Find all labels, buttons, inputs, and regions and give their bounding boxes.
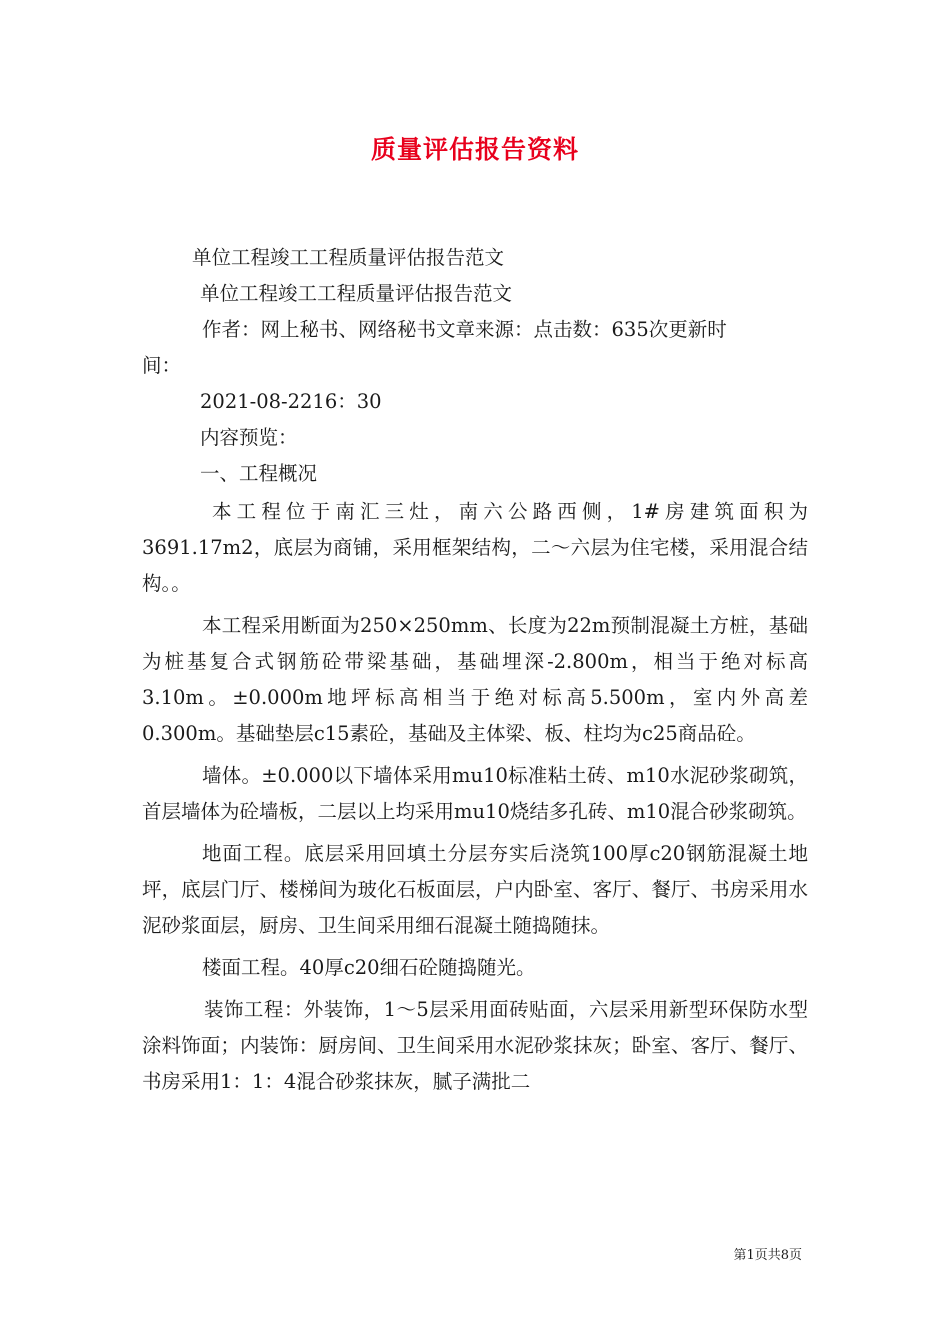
preview-label: 内容预览： <box>200 426 298 449</box>
page-number-footer: 第1页共8页 <box>733 1248 802 1263</box>
paragraph-decoration: 装饰工程：外装饰，1～5层采用面砖贴面，六层采用新型环保防水型涂料饰面；内装饰：厨房间、卫生间采用水泥砂浆抹灰；卧室、客厅、餐厅、书房采用1：1：4混合砂浆抹灰，腻子满批二 <box>142 998 808 1093</box>
paragraph-ground: 地面工程。底层采用回填土分层夯实后浇筑100厚c20钢筋混凝土地坪，底层门厅、楼梯间为玻化石板面层，户内卧室、客厅、餐厅、书房采用水泥砂浆面层，厨房、卫生间采用细石混凝土随捣随抹。 <box>142 842 808 937</box>
paragraph-walls: 墙体。±0.000以下墙体采用mu10标准粘土砖、m10水泥砂浆砌筑，首层墙体为砼墙板，二层以上均采用mu10烧结多孔砖、m10混合砂浆砌筑。 <box>142 764 808 823</box>
paragraph-floor: 楼面工程。40厚c20细石砼随捣随光。 <box>202 956 536 979</box>
heading-line-1: 单位工程竣工工程质量评估报告范文 <box>192 246 505 269</box>
document-body <box>142 240 808 1100</box>
paragraph-overview: 本工程位于南汇三灶，南六公路西侧，1#房建筑面积为3691.17m2，底层为商铺，采用框架结构，二～六层为住宅楼，采用混合结构。。 <box>142 500 808 595</box>
meta-line-time-label: 间： <box>142 354 182 377</box>
meta-line-author: 作者：网上秘书、网络秘书文章来源：点击数：635次更新时 <box>202 318 727 341</box>
heading-line-2: 单位工程竣工工程质量评估报告范文 <box>200 282 513 305</box>
section-heading: 一、工程概况 <box>200 462 318 485</box>
meta-line-date: 2021-08-2216：30 <box>200 390 382 413</box>
paragraph-foundation: 本工程采用断面为250×250mm、长度为22m预制混凝土方桩，基础为桩基复合式钢筋砼带梁基础，基础埋深-2.800m，相当于绝对标高3.10m。±0.000m地坪标高相当于绝对标高5.500m，室内外高差0.300m。基础垫层c15素砼，基础及主体梁、板、柱均为c25商品砼。 <box>142 614 808 745</box>
document-title: 质量评估报告资料 <box>370 135 579 164</box>
